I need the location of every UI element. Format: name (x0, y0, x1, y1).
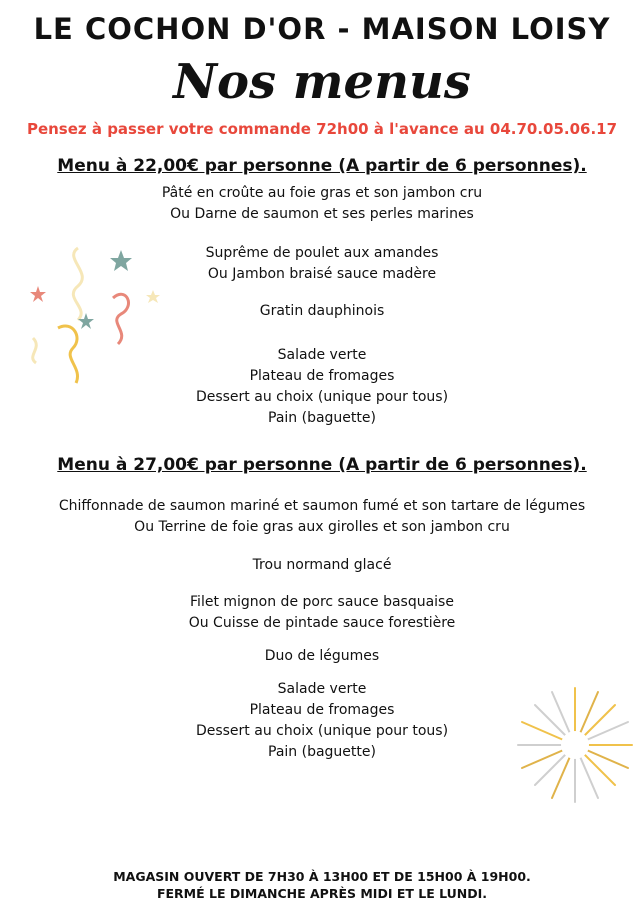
menu-item: Gratin dauphinois (259, 303, 385, 319)
confetti-icon (18, 238, 168, 398)
closing-days-line: FERMÉ LE DIMANCHE APRÈS MIDI ET LE LUNDI. (156, 886, 488, 901)
menu-item: Trou normand glacé (252, 557, 392, 573)
menu-27-section (0, 455, 644, 475)
menu-item: Pâté en croûte au foie gras et son jambon cru (161, 185, 483, 201)
menu-item: Dessert au choix (unique pour tous) (195, 723, 449, 739)
menu-27-heading: Menu à 27,00€ par personne (A partir de 6 personnes). (57, 455, 587, 475)
menu-27-sorbet (0, 555, 644, 576)
menu-item: Pain (baguette) (268, 410, 376, 426)
restaurant-title: LE COCHON D'OR - MAISON LOISY (33, 12, 611, 46)
menu-item: Plateau de fromages (249, 702, 395, 718)
menu-item: Salade verte (277, 681, 367, 697)
menu-item: Pain (baguette) (268, 744, 376, 760)
menu-27-side (0, 646, 644, 667)
menu-item: Chiffonnade de saumon mariné et saumon fumé et son tartare de légumes (58, 498, 586, 514)
opening-hours-line: MAGASIN OUVERT DE 7H30 À 13H00 ET DE 15H00 À 19H00. (113, 869, 531, 884)
menu-27-mains (0, 592, 644, 634)
opening-hours (0, 868, 644, 902)
menu-item: Ou Jambon braisé sauce madère (207, 266, 437, 282)
firework-icon (510, 680, 640, 810)
menu-item: Ou Darne de saumon et ses perles marines (170, 206, 474, 222)
menu-item: Suprême de poulet aux amandes (205, 245, 439, 261)
menu-item: Ou Cuisse de pintade sauce forestière (188, 615, 456, 631)
menu-item: Dessert au choix (unique pour tous) (195, 389, 449, 405)
menu-item: Plateau de fromages (249, 368, 395, 384)
menu-22-section (0, 156, 644, 176)
menu-22-starters (0, 183, 644, 225)
menu-item: Ou Terrine de foie gras aux girolles et son jambon cru (134, 519, 510, 535)
order-notice: Pensez à passer votre commande 72h00 à l'avance au 04.70.05.06.17 (26, 120, 618, 138)
menu-item: Filet mignon de porc sauce basquaise (190, 594, 454, 610)
menu-22-heading: Menu à 22,00€ par personne (A partir de 6 personnes). (57, 156, 587, 176)
menu-item: Duo de légumes (264, 648, 380, 664)
page-title: Nos menus (173, 54, 471, 110)
menu-27-starters (0, 496, 644, 538)
menu-item: Salade verte (277, 347, 367, 363)
